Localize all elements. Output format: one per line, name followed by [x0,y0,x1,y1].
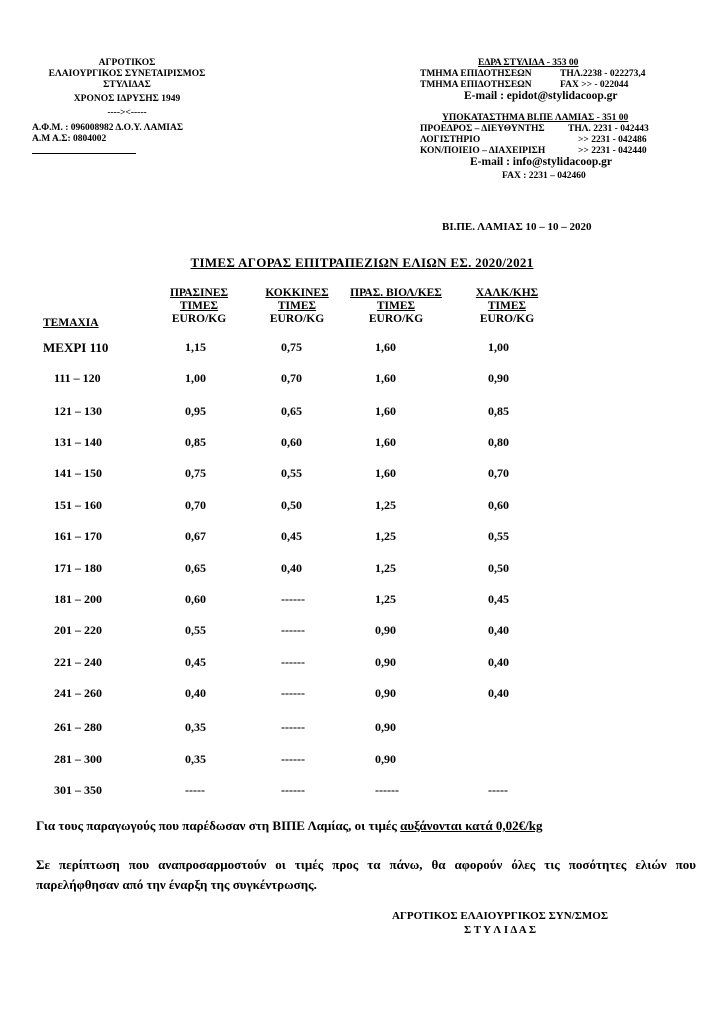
row-label: 181 – 200 [54,592,102,606]
price-cell: 0,70 [488,466,509,480]
header-divider [32,153,136,154]
price-cell: ------ [281,686,305,700]
price-cell: 0,65 [185,561,206,575]
price-cell: 1,60 [375,466,396,480]
price-cell: 1,25 [375,498,396,512]
price-cell: 0,70 [185,498,206,512]
row-label: 241 – 260 [54,686,102,700]
price-cell: 0,90 [375,752,396,766]
info-email[interactable]: E-mail : info@stylidacoop.gr [470,156,612,168]
price-cell: 0,40 [281,561,302,575]
price-cell: 0,90 [375,655,396,669]
price-cell: 0,55 [281,466,302,480]
row-label: ΜΕΧΡΙ 110 [43,340,109,355]
signature-line-2: Σ Τ Υ Λ Ι Δ Α Σ [463,924,537,936]
price-cell: 0,80 [488,435,509,449]
lamia-note [36,818,542,834]
signature-line-1: ΑΓΡΟΤΙΚΟΣ ΕΛΑΙΟΥΡΓΙΚΟΣ ΣΥΝ/ΣΜΟΣ [391,910,609,922]
processing-phone: >> 2231 - 042440 [578,146,647,156]
price-cell: 0,90 [375,686,396,700]
column-header-3 [336,287,456,326]
column-header-line: ΤΙΜΕΣ [376,300,416,312]
price-cell: ------ [281,752,305,766]
date-line: ΒΙ.ΠΕ. ΛΑΜΙΑΣ 10 – 10 – 2020 [442,221,592,233]
price-cell: 0,85 [185,435,206,449]
price-cell: ------ [281,783,305,797]
column-header-line: ΠΡΑΣΙΝΕΣ [169,287,229,299]
column-header-line: ΧΑΛΚ/ΚΗΣ [475,287,539,299]
price-cell: ----- [185,783,205,797]
subsidy-dept-phone: ΤΗΛ.2238 - 022273,4 [560,69,646,79]
price-cell: ------ [281,720,305,734]
subsidy-dept-label-2: ΤΜΗΜΑ ΕΠΙΔΟΤΗΣΕΩΝ [420,80,532,90]
decorative-separator: ----><----- [107,108,147,118]
registry-number: Α.Μ Α.Σ: 0804002 [32,134,107,144]
row-label: 161 – 170 [54,529,102,543]
price-cell: 1,00 [185,371,206,385]
column-header-line: EURO/KG [171,313,227,325]
price-cell: ------ [375,783,399,797]
row-label: 301 – 350 [54,783,102,797]
price-cell: 0,60 [185,592,206,606]
row-label: 221 – 240 [54,655,102,669]
subsidy-dept-label: ΤΜΗΜΑ ΕΠΙΔΟΤΗΣΕΩΝ [420,69,532,79]
row-label: 121 – 130 [54,404,102,418]
column-header-line: EURO/KG [269,313,325,325]
price-cell: ------ [281,623,305,637]
column-header-line: EURO/KG [479,313,535,325]
row-label: 281 – 300 [54,752,102,766]
price-cell: 0,45 [488,592,509,606]
founding-year: ΧΡΟΝΟΣ ΙΔΡΥΣΗΣ 1949 [73,94,181,104]
row-label: 171 – 180 [54,561,102,575]
org-line-3: ΣΤΥΛΙΔΑΣ [103,80,151,90]
price-cell: ----- [488,783,508,797]
price-cell: 1,25 [375,561,396,575]
row-label: 141 – 150 [54,466,102,480]
accounting-label: ΛΟΓΙΣΤΗΡΙΟ [420,135,481,145]
column-header-line: ΤΙΜΕΣ [277,300,317,312]
column-header-line: ΤΙΜΕΣ [179,300,219,312]
price-cell: 0,40 [488,686,509,700]
price-cell: 0,45 [185,655,206,669]
column-header-line: ΠΡΑΣ. ΒΙΟΛ/ΚΕΣ [350,287,442,299]
price-cell: 0,85 [488,404,509,418]
price-cell: 1,60 [375,371,396,385]
subsidy-dept-fax: FAX >> - 022044 [560,80,629,90]
price-cell: 0,95 [185,404,206,418]
price-cell: 0,90 [488,371,509,385]
price-cell: 0,60 [281,435,302,449]
price-cell: 1,25 [375,529,396,543]
price-cell: 0,90 [375,720,396,734]
row-label: 201 – 220 [54,623,102,637]
column-header-4 [447,287,567,326]
lamia-note-increase: αυξάνονται κατά 0,02€/kg [400,818,543,833]
president-phone: ΤΗΛ. 2231 - 042443 [568,124,649,134]
price-cell: 0,55 [185,623,206,637]
price-cell: ------ [281,655,305,669]
price-cell: 1,25 [375,592,396,606]
subsidy-email[interactable]: E-mail : epidot@stylidacoop.gr [464,90,618,102]
tax-id: Α.Φ.Μ. : 096008982 Δ.Ο.Υ. ΛΑΜΙΑΣ [32,123,184,133]
pieces-header: ΤΕΜΑΧΙΑ [43,317,99,329]
cooperative-header [32,58,232,154]
column-header-line: ΤΙΜΕΣ [487,300,527,312]
price-cell: 0,75 [185,466,206,480]
price-cell: 1,60 [375,435,396,449]
processing-label: ΚΟΝ/ΠΟΙΕΙΟ – ΔΙΑΧΕΙΡΙΣΗ [420,146,546,156]
price-cell: 0,55 [488,529,509,543]
row-label: 111 – 120 [54,371,101,385]
price-cell: 0,75 [281,340,302,354]
branch-fax: FAX : 2231 – 042460 [502,171,586,181]
price-cell: 0,50 [488,561,509,575]
price-cell: 0,70 [281,371,302,385]
row-label: 261 – 280 [54,720,102,734]
price-cell: 0,40 [185,686,206,700]
price-cell: 0,40 [488,655,509,669]
row-label: 151 – 160 [54,498,102,512]
column-header-line: EURO/KG [368,313,424,325]
price-cell: 0,90 [375,623,396,637]
price-cell: 0,65 [281,404,302,418]
lamia-note-text: Για τους παραγωγούς που παρέδωσαν στη ΒΙΠΕ Λαμίας, οι τιμές [36,818,401,833]
seat-address: ΕΔΡΑ ΣΤΥΛΙΔΑ - 353 00 [478,58,579,68]
price-cell: 0,35 [185,752,206,766]
price-cell: 0,67 [185,529,206,543]
price-cell: 1,60 [375,404,396,418]
signature-block [340,909,660,937]
accounting-phone: >> 2231 - 042486 [578,135,647,145]
price-cell: 1,60 [375,340,396,354]
price-cell: 0,35 [185,720,206,734]
column-header-line: ΚΟΚΚΙΝΕΣ [265,287,329,299]
adjustment-note: Σε περίπτωση που αναπροσαρμοστούν οι τιμές προς τα πάνω, θα αφορούν όλες τις ποσότητες ελιών που παρελήφθησαν από την έναρξη της συγκέντρωσης. [36,857,696,892]
branch-address: ΥΠΟΚΑΤΑΣΤΗΜΑ ΒΙ.ΠΕ ΛΑΜΙΑΣ - 351 00 [442,113,629,123]
price-cell: 0,60 [488,498,509,512]
president-label: ΠΡΟΕΔΡΟΣ – ΔΙΕΥΘΥΝΤΗΣ [420,124,545,134]
price-cell: 0,45 [281,529,302,543]
price-cell: 0,50 [281,498,302,512]
org-line-1: ΑΓΡΟΤΙΚΟΣ [98,58,156,68]
org-line-2: ΕΛΑΙΟΥΡΓΙΚΟΣ ΣΥΝΕΤΑΙΡΙΣΜΟΣ [48,69,206,79]
price-cell: 1,15 [185,340,206,354]
page-title: ΤΙΜΕΣ ΑΓΟΡΑΣ ΕΠΙΤΡΑΠΕΖΙΩΝ ΕΛΙΩΝ ΕΣ. 2020/2021 [190,255,534,270]
row-label: 131 – 140 [54,435,102,449]
price-cell: 1,00 [488,340,509,354]
price-cell: 0,40 [488,623,509,637]
contact-header [420,58,690,182]
price-cell: ------ [281,592,305,606]
